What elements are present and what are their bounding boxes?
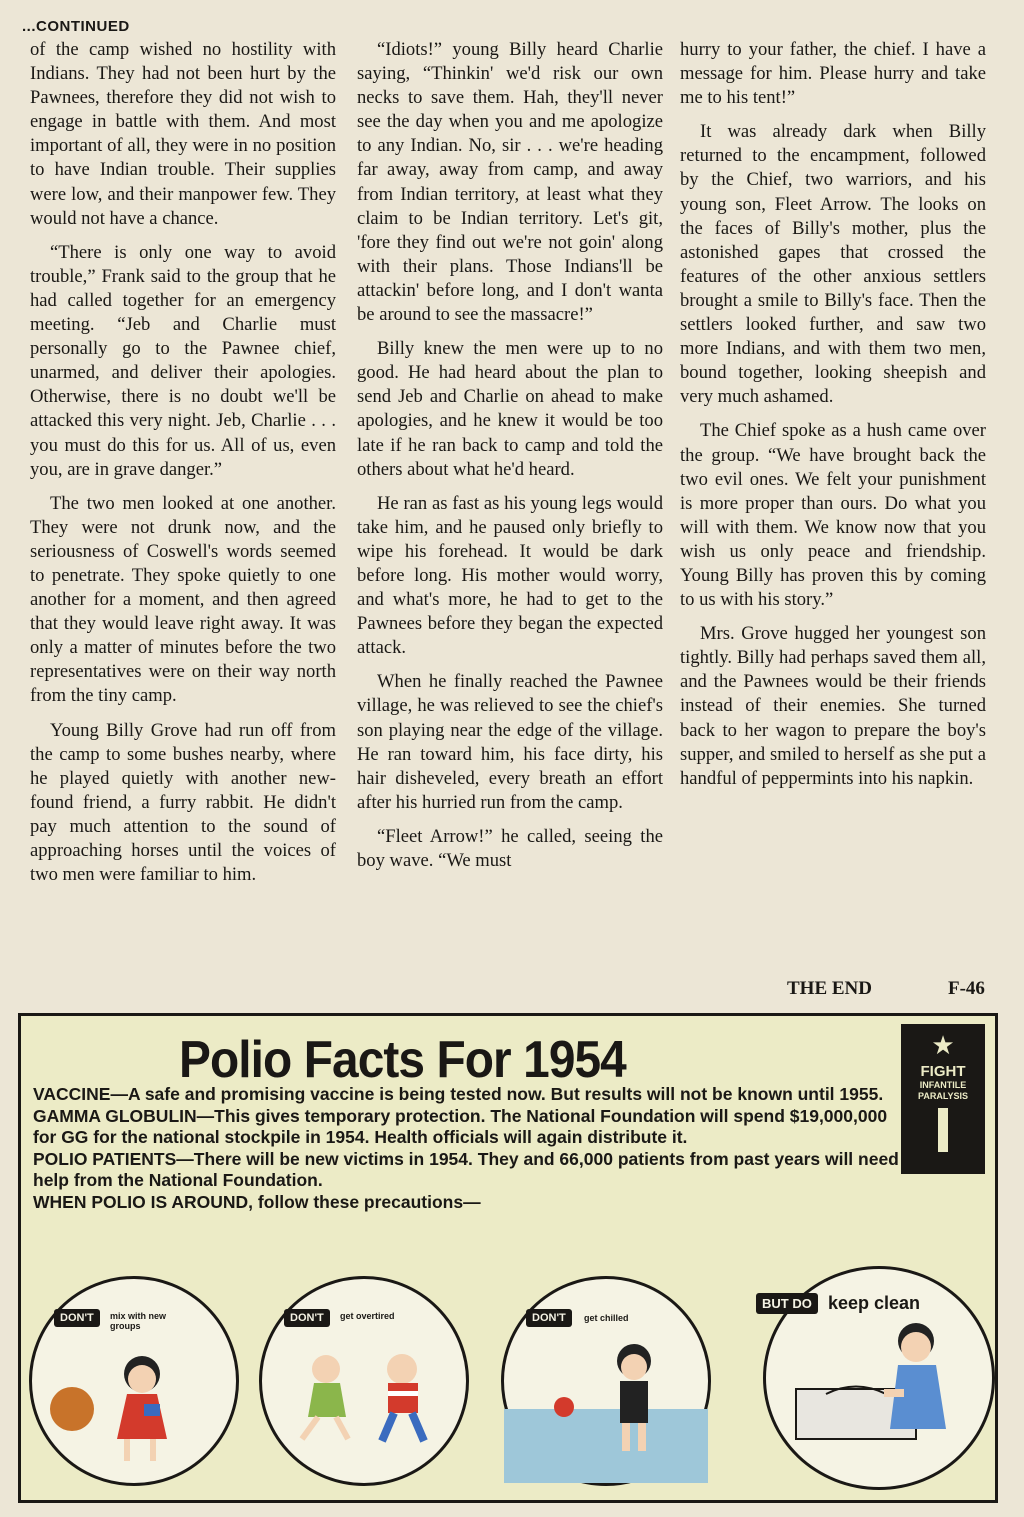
precaution-panels <box>21 1246 1001 1496</box>
panel-overtired <box>259 1276 469 1486</box>
paragraph: When he finally reached the Pawnee village, he was relieved to see the chief's son playing near the edge of the village. He ran toward him, his face dirty, his hair disheveled, every breath an effort after his hurried run from the camp. <box>357 671 663 813</box>
continued-label: ...CONTINUED <box>22 18 130 35</box>
facts-list <box>33 1084 913 1213</box>
panel-caption: keep clean <box>828 1293 921 1313</box>
dont-tag: DON'T <box>54 1309 100 1327</box>
badge-line: PARALYSIS <box>917 1091 968 1101</box>
but-do-tag: BUT DO <box>756 1293 818 1314</box>
panel-caption: get overtired <box>340 1311 395 1321</box>
paragraph: “Fleet Arrow!” he called, seeing the boy wave. “We must <box>357 825 663 871</box>
polio-advertisement <box>18 1013 998 1503</box>
paragraph: He ran as fast as his young legs would take him, and he paused only briefly to wipe his forehead. It would be dark before long. His mother would worry, and what's more, he had to get to the Pawnees before they began the expected attack. <box>357 492 663 659</box>
fight-paralysis-badge <box>901 1024 985 1174</box>
dont-tag: DON'T <box>284 1309 330 1327</box>
text-column-2 <box>357 38 663 883</box>
paragraph: The Chief spoke as a hush came over the group. “We have brought back the two evil ones. We felt your punishment is more proper than ours. Do what you will with them. We know now that you wish us only peace and friendship. Young Billy has proven this by coming to us with his story.” <box>680 420 986 611</box>
the-end-label: THE END <box>787 978 872 999</box>
fact-item: GAMMA GLOBULIN—This gives temporary protection. The National Foundation will spend $19,000,000 for GG for the national stockpile in 1954. Health officials will again distribute it. <box>33 1105 888 1147</box>
badge-line: FIGHT <box>920 1063 966 1080</box>
paragraph: Young Billy Grove had run off from the camp to some bushes nearby, where he played quietly with another new-found friend, a furry rabbit. He didn't pay much attention to the sound of approaching horses until the voices of two men were familiar to him. <box>30 719 336 886</box>
arrow-icon <box>938 1108 948 1152</box>
fact-item: WHEN POLIO IS AROUND, follow these precautions— <box>33 1191 481 1212</box>
badge-line: INFANTILE <box>919 1080 967 1090</box>
dont-tag: DON'T <box>526 1309 572 1327</box>
star-icon: ★ <box>931 1030 955 1060</box>
panel-mix-groups <box>29 1276 239 1486</box>
paragraph: “Idiots!” young Billy heard Charlie saying, “Thinkin' we'd risk our own necks to save them. Hah, they'll never see the day when you and me apologize to any Indian. No, sir . . . we're heading far away, away from camp, and away from Indian territory, at least what they claim to be Indian territory. Let's git, 'fore they find out we're not goin' along with their plans. Those Indians'll be attackin' before long, and I don't wanta be around to see the massacre!” <box>357 39 663 326</box>
paragraph: “There is only one way to avoid trouble,” Frank said to the group that he had called together for an emergency meeting. “Jeb and Charlie must personally go to the Pawnee chief, unarmed, and deliver their apologies. Otherwise, there is no doubt we'll be attacked this very night. Jeb, Charlie . . . you must do this for us. All of us, even you, are in grave danger.” <box>30 241 336 480</box>
paragraph: hurry to your father, the chief. I have a message for him. Please hurry and take me to his tent!” <box>680 39 986 109</box>
fact-item: VACCINE—A safe and promising vaccine is being tested now. But results will not be known until 1955. <box>33 1084 884 1104</box>
panel-keep-clean <box>763 1266 995 1490</box>
panel-chilled <box>501 1276 711 1486</box>
paragraph: of the camp wished no hostility with Indians. They had not been hurt by the Pawnees, therefore they did not wish to engage in battle with them. And most important of all, they were in no position to have Indian trouble. Their supplies were low, and their manpower few. They would not have a chance. <box>30 39 336 229</box>
ad-title: Polio Facts For 1954 <box>179 1031 626 1089</box>
paragraph: Billy knew the men were up to no good. He had heard about the plan to send Jeb and Charlie on ahead to make apologies, and he knew it would be too late if he ran back to camp and told the others about what he'd heard. <box>357 338 663 480</box>
paragraph: The two men looked at one another. They were not drunk now, and the seriousness of Coswell's words seemed to penetrate. They spoke quietly to one another for a moment, and then agreed that they would leave right away. It was only a matter of minutes before the two representatives were on their way north from the tiny camp. <box>30 492 336 707</box>
text-column-3 <box>680 38 986 801</box>
paragraph: It was already dark when Billy returned to the encampment, followed by the Chief, two warriors, and his young son, Fleet Arrow. The looks on the faces of Billy's mother, plus the astonished gapes that crossed the features of the other anxious settlers brought a smile to Billy's face. Then the settlers looked further, and saw two more Indians, and with them two men, bound together, looking sheepish and very much ashamed. <box>680 121 986 408</box>
fact-item: POLIO PATIENTS—There will be new victims in 1954. They and 66,000 patients from past years will need help from the National Foundation. <box>33 1148 899 1190</box>
paragraph: Mrs. Grove hugged her youngest son tightly. Billy had perhaps saved them all, and the Pawnees would be their friends instead of their enemies. She turned back to her wagon to prepare the boy's supper, and smiled to herself as she put a handful of peppermints into his napkin. <box>680 623 986 789</box>
panel-caption: get chilled <box>584 1313 629 1323</box>
page-code: F-46 <box>948 978 985 999</box>
text-column-1 <box>30 38 336 897</box>
panel-caption: mix with new groups <box>110 1311 167 1331</box>
